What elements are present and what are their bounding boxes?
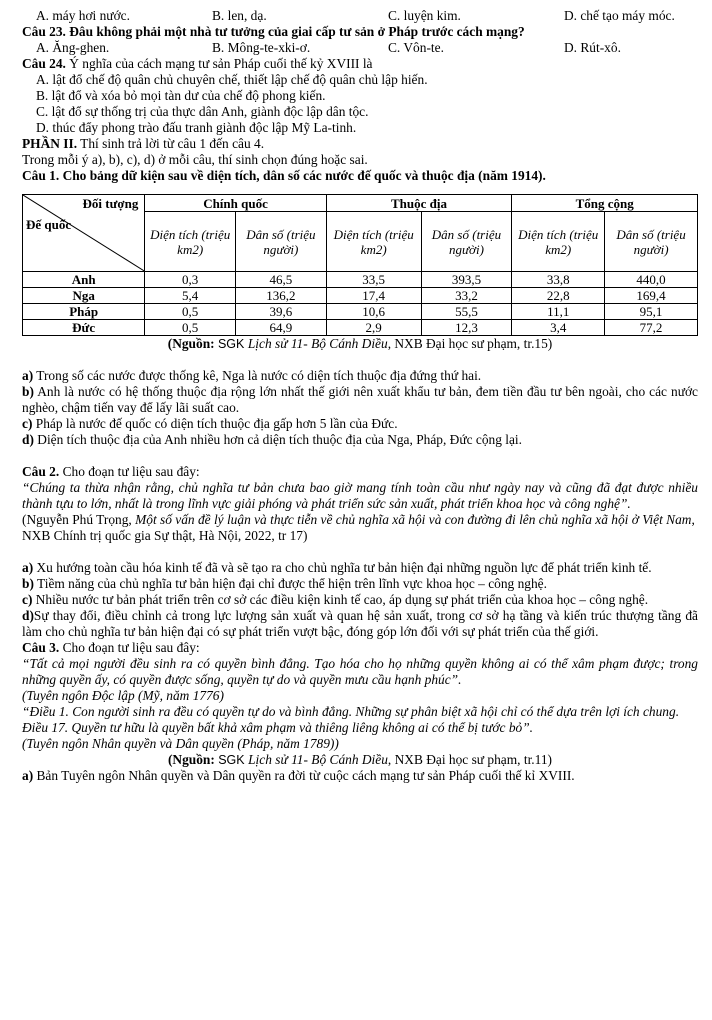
q23-option-a: A. Ăng-ghen. [36, 40, 110, 55]
table-corner-top: Đối tượng [82, 196, 139, 211]
c2-item-a: a) Xu hướng toàn cầu hóa kinh tế đã và sẽ tạo ra cho chủ nghĩa tư bản hiện đại những nguồn lực để phát triển kinh tế. [22, 560, 652, 575]
table-cell: 0,5 [145, 320, 236, 336]
table-cell: 55,5 [421, 304, 512, 320]
table-cell: 33,8 [512, 272, 605, 288]
c2-item-b: b) Tiềm năng của chủ nghĩa tư bản hiện đại chỉ được thể hiện trên lĩnh vực khoa học – công nghệ. [22, 576, 547, 591]
c1-item-c: c) Pháp là nước đế quốc có diện tích thuộc địa gấp hơn 5 lần của Đức. [22, 416, 398, 431]
table-cell: 17,4 [326, 288, 421, 304]
table-corner-cell [23, 195, 145, 272]
c3-quote-3: Điều 17. Quyền tư hữu là quyền bất khả xâm phạm và thiêng liêng không ai có thể bị tước bỏ”. [22, 720, 534, 735]
table-subheader: Dân số (triệu người) [236, 212, 327, 272]
table-cell: 11,1 [512, 304, 605, 320]
table-cell: 440,0 [605, 272, 698, 288]
part2-instruction: Trong mỗi ý a), b), c), d) ở mỗi câu, thí sinh chọn đúng hoặc sai. [22, 152, 368, 167]
table-cell: 10,6 [326, 304, 421, 320]
c2-item-c: c) Nhiều nước tư bản phát triển trên cơ sở các điều kiện kinh tế cao, áp dụng sự phát triển của khoa học – công nghệ. [22, 592, 649, 607]
c3-quote-1: “Tất cả mọi người đều sinh ra có quyền bình đẳng. Tạo hóa cho họ những quyền không ai có thể xâm phạm được; trong những quyền ấy, có quyền được sống, quyền tự do và quyền mưu cầu hạnh phúc”. [22, 656, 698, 687]
table-row [23, 288, 698, 304]
table-cell: 3,4 [512, 320, 605, 336]
table-cell: 5,4 [145, 288, 236, 304]
q23-options [22, 40, 698, 56]
c2-question: Câu 2. Cho đoạn tư liệu sau đây: [22, 464, 200, 479]
q23-option-c: C. Vôn-te. [388, 40, 444, 55]
table-corner-bottom: Đế quốc [26, 217, 72, 232]
table-subheader: Dân số (triệu người) [421, 212, 512, 272]
c2-quote: “Chúng ta thừa nhận rằng, chủ nghĩa tư bản chưa bao giờ mang tính toàn cầu như ngày nay và cũng đã đạt được nhiều thành tựu to lớn, nhất là trong lĩnh vực giải phóng và phát triển sức sản xuất, phát triển khoa học và công nghệ”. [22, 480, 698, 511]
data-table [22, 194, 698, 336]
table-group-header: Tổng cộng [512, 195, 698, 212]
q23-emphasis: không [96, 24, 133, 39]
q24-option-d: D. thúc đẩy phong trào đấu tranh giành độc lập Mỹ La-tinh. [36, 120, 357, 135]
table-subheader: Diện tích (triệu km2) [145, 212, 236, 272]
q24-option-b: B. lật đổ và xóa bỏ mọi tàn dư của chế độ phong kiến. [36, 88, 326, 103]
c1-item-d: d) Diện tích thuộc địa của Anh nhiều hơn cả diện tích thuộc địa của Nga, Pháp, Đức cộng lại. [22, 432, 522, 447]
exam-page [22, 8, 698, 784]
table-group-header: Thuộc địa [326, 195, 512, 212]
table-country: Pháp [23, 304, 145, 320]
q24-option-a: A. lật đổ chế độ quân chủ chuyên chế, thiết lập chế độ quân chủ lập hiến. [36, 72, 428, 87]
q22-option-b: B. len, dạ. [212, 8, 267, 23]
table-cell: 64,9 [236, 320, 327, 336]
c3-citation-2: (Tuyên ngôn Nhân quyền và Dân quyền (Pháp, năm 1789)) [22, 736, 339, 751]
q22-option-d: D. chế tạo máy móc. [564, 8, 675, 23]
table-cell: 393,5 [421, 272, 512, 288]
table-country: Anh [23, 272, 145, 288]
c3-citation-1: (Tuyên ngôn Độc lập (Mỹ, năm 1776) [22, 688, 224, 703]
table-cell: 0,5 [145, 304, 236, 320]
q23-question: Câu 23. Đâu không phải một nhà tư tưởng của giai cấp tư sản ở Pháp trước cách mạng? [22, 24, 525, 39]
c1-source: (Nguồn: SGK Lịch sử 11- Bộ Cánh Diều, NXB Đại học sư phạm, tr.15) [167, 336, 553, 351]
q22-options [22, 8, 698, 24]
q24-question: Câu 24. Ý nghĩa của cách mạng tư sản Pháp cuối thế kỷ XVIII là [22, 56, 373, 71]
q22-option-c: C. luyện kim. [388, 8, 461, 23]
table-row [23, 272, 698, 288]
q23-option-d: D. Rút-xô. [564, 40, 621, 55]
table-group-header: Chính quốc [145, 195, 326, 212]
q24-option-c: C. lật đổ sự thống trị của thực dân Anh, giành độc lập dân tộc. [36, 104, 369, 119]
c3-item-a: a) Bản Tuyên ngôn Nhân quyền và Dân quyền ra đời từ cuộc cách mạng tư sản Pháp cuối thế kỉ XVIII. [22, 768, 575, 783]
c2-citation: (Nguyễn Phú Trọng, Một số vấn đề lý luận và thực tiễn về chủ nghĩa xã hội và con đường đi lên chủ nghĩa xã hội ở Việt Nam, NXB Chính trị quốc gia Sự thật, Hà Nội, 2022, tr 17) [22, 512, 695, 543]
table-row [23, 320, 698, 336]
table-cell: 12,3 [421, 320, 512, 336]
table-cell: 33,5 [326, 272, 421, 288]
table-country: Đức [23, 320, 145, 336]
c1-item-a: a) Trong số các nước được thống kê, Nga là nước có diện tích thuộc địa đứng thứ hai. [22, 368, 482, 383]
table-cell: 0,3 [145, 272, 236, 288]
table-cell: 46,5 [236, 272, 327, 288]
c3-question: Câu 3. Cho đoạn tư liệu sau đây: [22, 640, 200, 655]
table-cell: 33,2 [421, 288, 512, 304]
table-country: Nga [23, 288, 145, 304]
q23-option-b: B. Mông-te-xki-ơ. [212, 40, 311, 55]
table-cell: 39,6 [236, 304, 327, 320]
table-cell: 77,2 [605, 320, 698, 336]
table-cell: 22,8 [512, 288, 605, 304]
table-cell: 2,9 [326, 320, 421, 336]
c2-item-d: d)Sự thay đổi, điều chỉnh cả trong lực lượng sản xuất và quan hệ sản xuất, trong cơ sở hạ tầng và kiến trúc thượng tầng đã làm cho chủ nghĩa tư bản hiện đại có sự phát triển vượt bậc, đóng góp lớn đối với sự phát triển của thế giới. [22, 608, 698, 639]
c3-source: (Nguồn: SGK Lịch sử 11- Bộ Cánh Diều, NXB Đại học sư phạm, tr.11) [167, 752, 553, 767]
q22-option-a: A. máy hơi nước. [36, 8, 130, 23]
table-cell: 169,4 [605, 288, 698, 304]
part2-heading: PHẦN II. Thí sinh trả lời từ câu 1 đến câu 4. [22, 136, 265, 151]
table-subheader: Diện tích (triệu km2) [512, 212, 605, 272]
table-subheader: Dân số (triệu người) [605, 212, 698, 272]
table-row [23, 304, 698, 320]
table-subheader: Diện tích (triệu km2) [326, 212, 421, 272]
c1-item-b: b) Anh là nước có hệ thống thuộc địa rộng lớn nhất thế giới nên xuất khẩu tư bản, đem tiền đầu tư bên ngoài, cho các nước nghèo, chậm tiến vay để lấy lãi suất cao. [22, 384, 698, 415]
c3-quote-2: “Điều 1. Con người sinh ra đều có quyền tự do và bình đẳng. Những sự phân biệt xã hội chỉ có thể dựa trên lợi ích chung. [22, 704, 680, 719]
c1-question: Câu 1. Cho bảng dữ kiện sau về diện tích, dân số các nước đế quốc và thuộc địa (năm 1914). [22, 168, 546, 183]
table-cell: 136,2 [236, 288, 327, 304]
table-cell: 95,1 [605, 304, 698, 320]
